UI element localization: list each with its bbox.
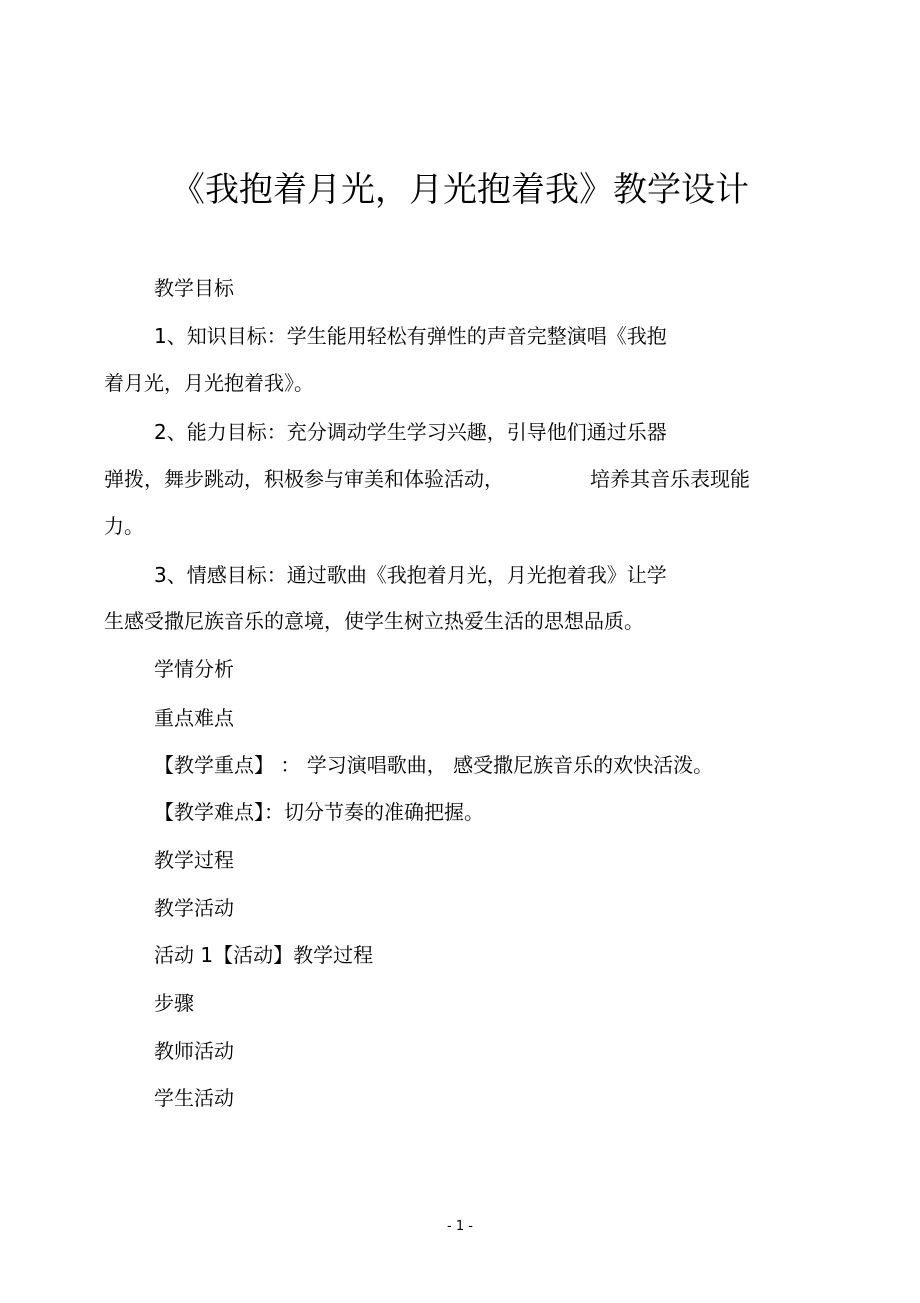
objectives-heading: 教学目标 xyxy=(154,276,234,300)
document-title: 《我抱着月光，月光抱着我》教学设计 xyxy=(171,170,749,210)
process-heading: 教学过程 xyxy=(154,848,234,872)
keypoints-heading: 重点难点 xyxy=(154,706,234,730)
student-activity-label: 学生活动 xyxy=(154,1086,234,1110)
analysis-heading: 学情分析 xyxy=(154,657,234,681)
objective-2-line-3: 力。 xyxy=(104,514,144,538)
activity-1: 活动 1【活动】教学过程 xyxy=(154,943,374,967)
objective-1-line-2: 着月光，月光抱着我》。 xyxy=(104,371,314,395)
objective-2-line-1: 2、能力目标：充分调动学生学习兴趣，引导他们通过乐器 xyxy=(154,420,667,444)
page-number: - 1 - xyxy=(447,1219,473,1234)
steps-label: 步骤 xyxy=(154,991,194,1015)
objective-1-line-1: 1、知识目标：学生能用轻松有弹性的声音完整演唱《我抱 xyxy=(154,324,667,348)
activities-heading: 教学活动 xyxy=(154,896,234,920)
objective-2-line-2a: 弹拨，舞步跳动，积极参与审美和体验活动， xyxy=(104,467,504,491)
key-focus: 【教学重点】 ： 学习演唱歌曲， 感受撒尼族音乐的欢快活泼。 xyxy=(154,753,714,777)
objective-3-line-2: 生感受撒尼族音乐的意境，使学生树立热爱生活的思想品质。 xyxy=(104,609,644,633)
key-difficulty: 【教学难点】：切分节奏的准确把握。 xyxy=(154,800,484,824)
teacher-activity-label: 教师活动 xyxy=(154,1039,234,1063)
objective-3-line-1: 3、情感目标：通过歌曲《我抱着月光，月光抱着我》让学 xyxy=(154,563,667,587)
objective-2-line-2b: 培养其音乐表现能 xyxy=(590,467,750,491)
